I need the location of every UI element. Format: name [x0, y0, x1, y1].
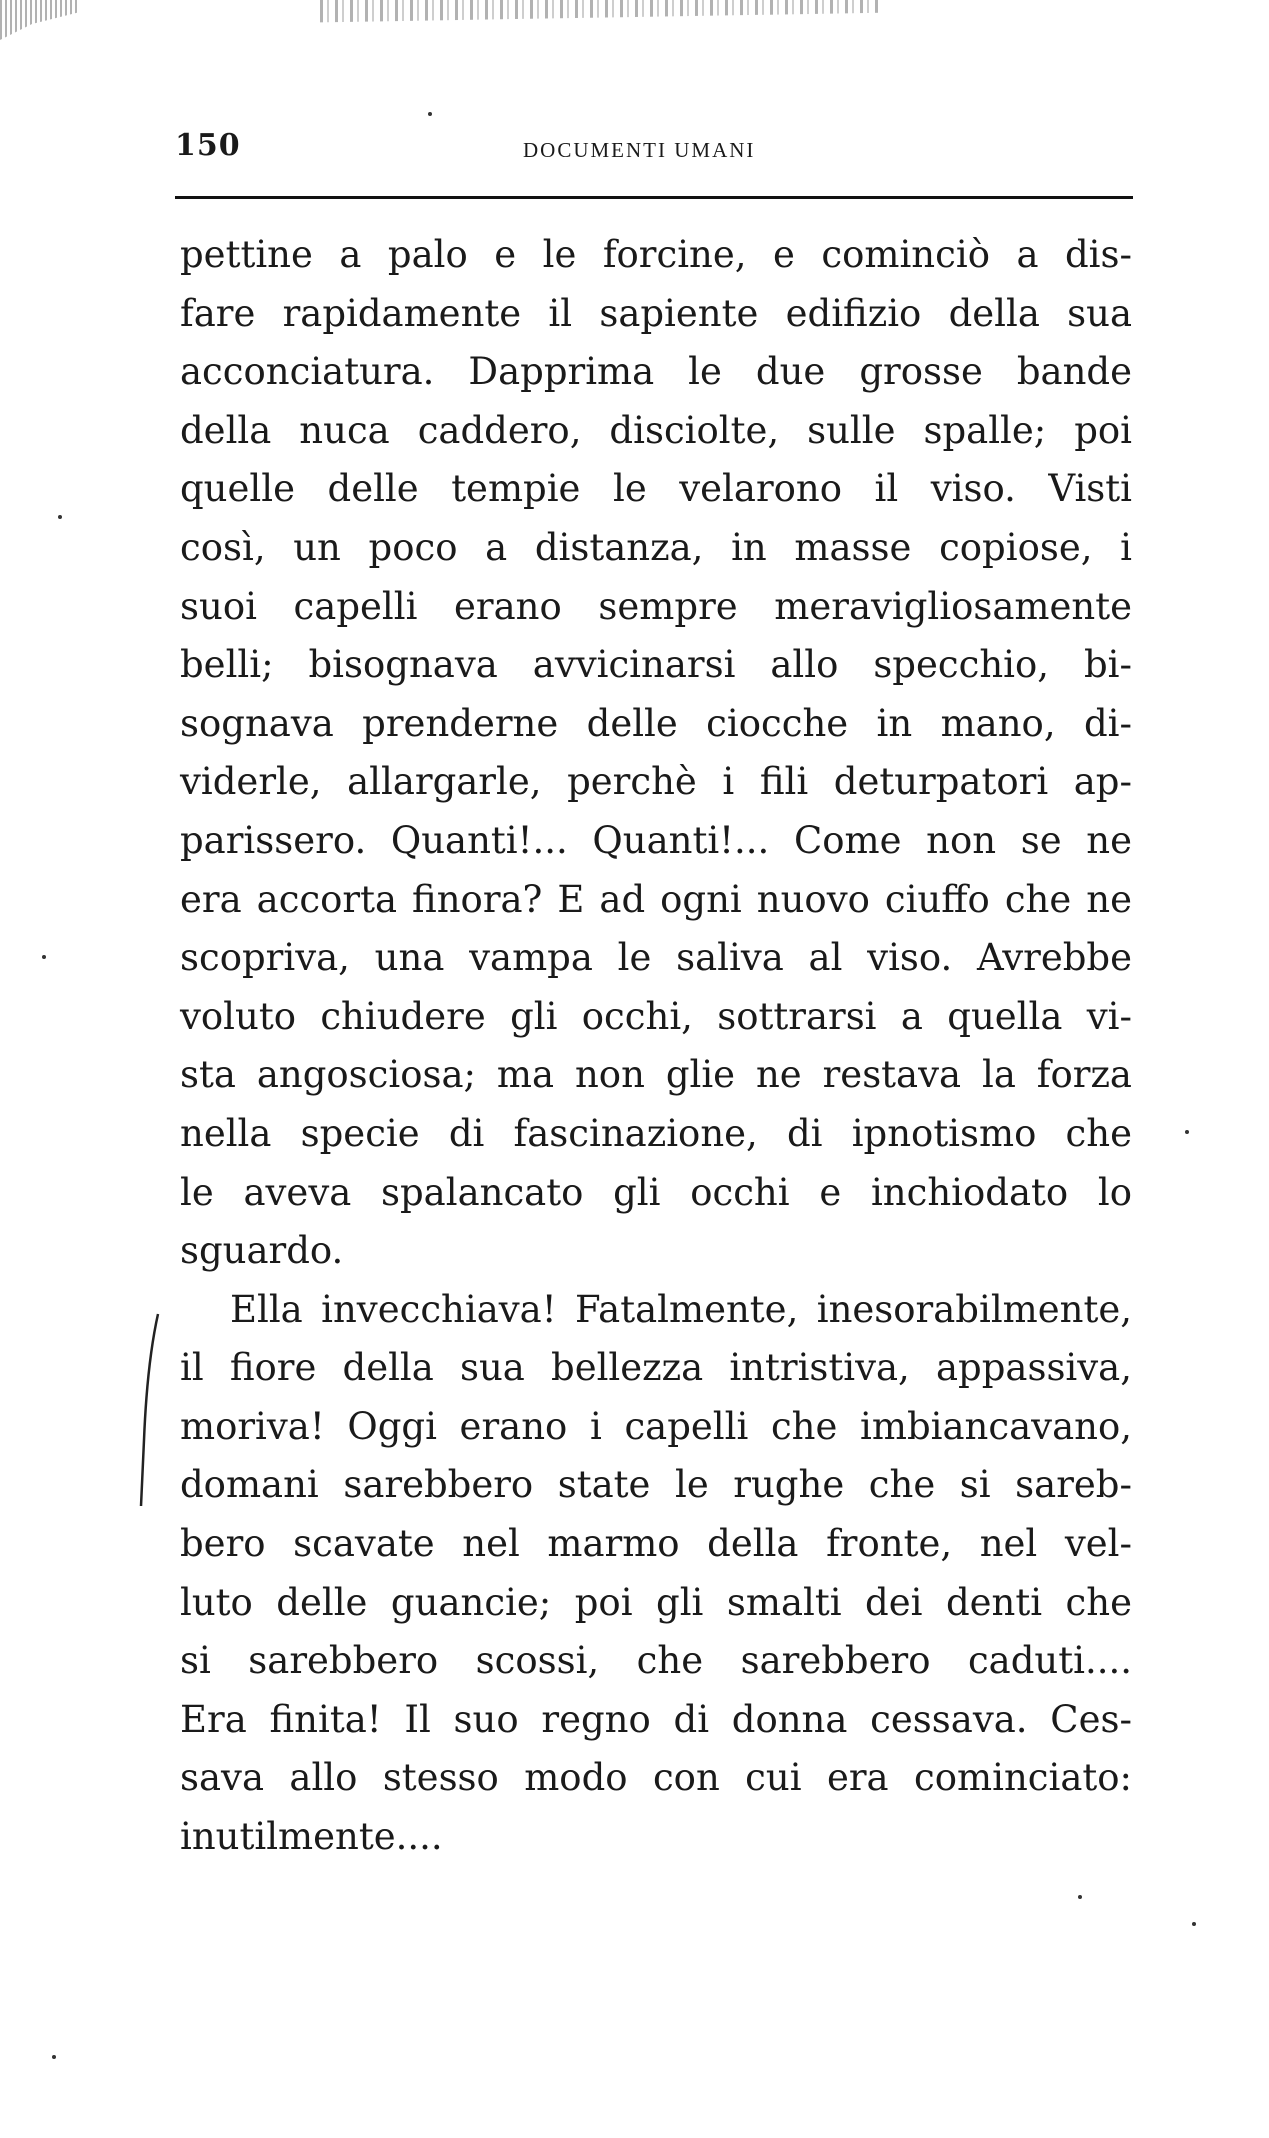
- body-text: [180, 226, 1132, 1867]
- scan-speck: [1192, 1922, 1196, 1926]
- text-line: suoi capelli erano sempre meravigliosamente: [180, 584, 1132, 628]
- text-line: fare rapidamente il sapiente edifizio della sua: [180, 291, 1132, 335]
- scan-noise-strip: [320, 0, 880, 32]
- header-rule: [175, 196, 1133, 199]
- running-head: DOCUMENTI UMANI: [523, 138, 756, 162]
- text-line: viderle, allargarle, perchè i fili deturpatori ap-: [180, 760, 1132, 804]
- text-line: bero scavate nel marmo della fronte, nel vel-: [180, 1522, 1132, 1566]
- text-line: voluto chiudere gli occhi, sottrarsi a quella vi-: [180, 994, 1132, 1038]
- text-line: acconciatura. Dapprima le due grosse bande: [180, 350, 1132, 394]
- text-line: Ella invecchiava! Fatalmente, inesorabilmente,: [230, 1287, 1132, 1331]
- paragraph-1: [180, 226, 1132, 1281]
- text-line: sava allo stesso modo con cui era cominciato:: [180, 1756, 1132, 1800]
- text-line: così, un poco a distanza, in masse copiose, i: [180, 525, 1132, 569]
- page-number: 150: [175, 128, 241, 163]
- scan-speck: [1185, 1130, 1189, 1134]
- page-header: [175, 128, 1135, 168]
- text-line: Era finita! Il suo regno di donna cessava. Ces-: [180, 1697, 1132, 1741]
- text-line: scopriva, una vampa le saliva al viso. Avrebbe: [180, 936, 1132, 980]
- text-line: domani sarebbero state le rughe che si sareb-: [180, 1463, 1132, 1507]
- text-line: sognava prenderne delle ciocche in mano, di-: [180, 701, 1132, 745]
- text-line: era accorta finora? E ad ogni nuovo ciuffo che ne: [180, 877, 1132, 921]
- scan-speck: [42, 955, 46, 959]
- text-line: sta angosciosa; ma non glie ne restava la forza: [180, 1053, 1132, 1097]
- text-line: della nuca caddero, disciolte, sulle spalle; poi: [180, 408, 1132, 452]
- text-line: si sarebbero scossi, che sarebbero caduti....: [180, 1639, 1132, 1683]
- scan-speck: [1078, 1895, 1082, 1899]
- scan-speck: [52, 2055, 56, 2059]
- text-line: quelle delle tempie le velarono il viso. Visti: [180, 467, 1132, 511]
- text-line: inutilmente....: [180, 1815, 443, 1859]
- text-line: parissero. Quanti!... Quanti!... Come non se ne: [180, 818, 1132, 862]
- paragraph-2: [180, 1281, 1132, 1867]
- text-line: nella specie di fascinazione, di ipnotismo che: [180, 1111, 1132, 1155]
- text-line: le aveva spalancato gli occhi e inchiodato lo: [180, 1170, 1132, 1214]
- text-line: belli; bisognava avvicinarsi allo specchio, bi-: [180, 643, 1132, 687]
- scan-noise-corner: [0, 0, 80, 40]
- text-line: pettine a palo e le forcine, e cominciò a dis-: [180, 233, 1132, 276]
- text-line: sguardo.: [180, 1229, 344, 1273]
- text-line: il fiore della sua bellezza intristiva, appassiva,: [180, 1346, 1132, 1390]
- text-line: luto delle guancie; poi gli smalti dei denti che: [180, 1580, 1132, 1624]
- margin-pencil-mark: [128, 1310, 168, 1510]
- text-line: moriva! Oggi erano i capelli che imbiancavano,: [180, 1404, 1132, 1448]
- scan-speck: [58, 515, 62, 519]
- scan-speck: [428, 112, 432, 116]
